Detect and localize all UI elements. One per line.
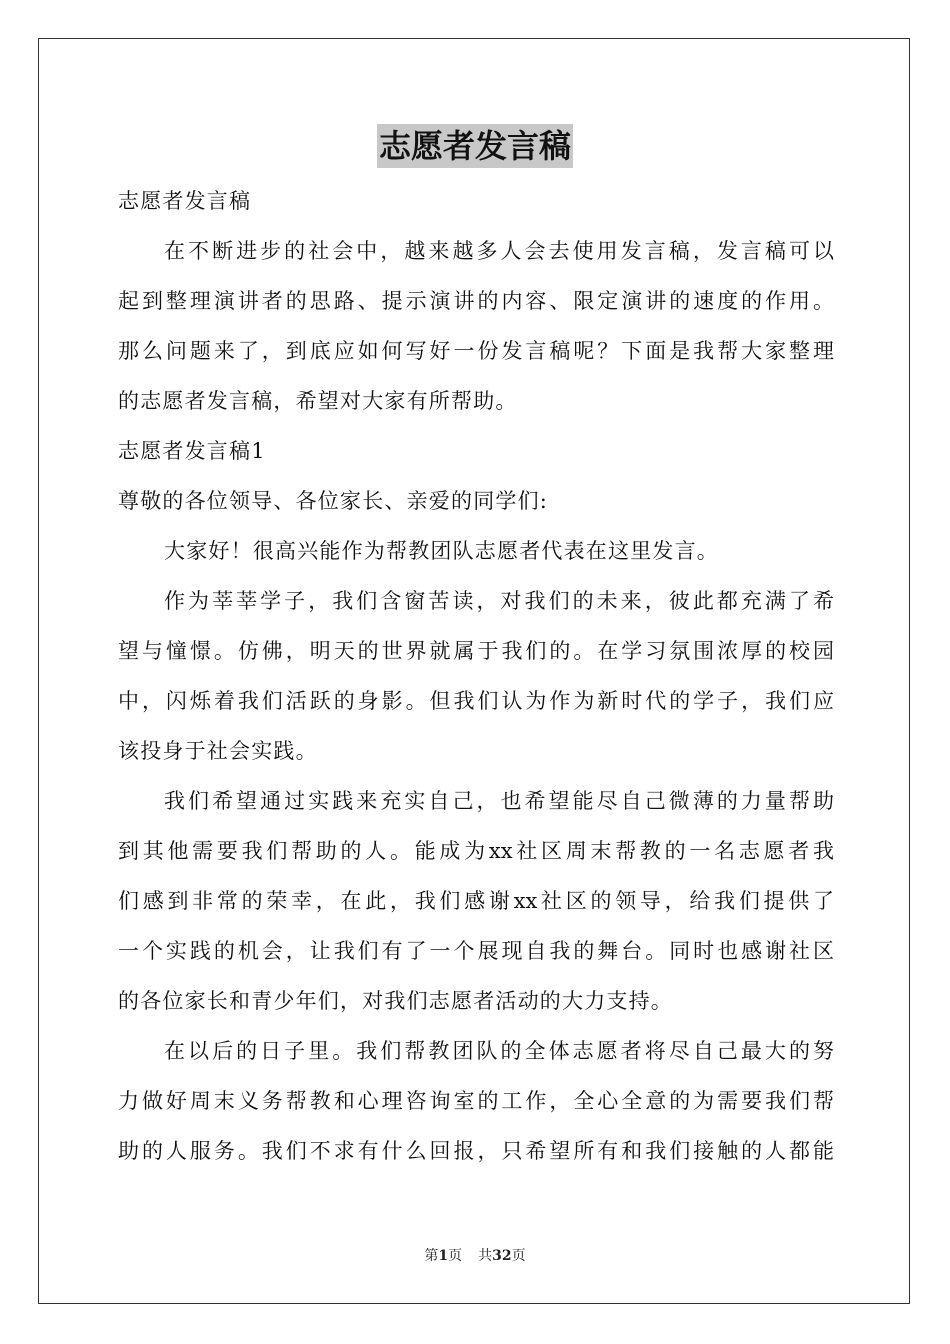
text-line: 一个实践的机会，让我们有了一个展现自我的舞台。同时也感谢社区 [118, 939, 834, 963]
footer-prefix: 第 [424, 1248, 439, 1264]
footer-total-prefix: 共 [478, 1248, 493, 1264]
text-line: 中，闪烁着我们活跃的身影。但我们认为作为新时代的学子，我们应 [118, 689, 834, 713]
text-line: 的志愿者发言稿，希望对大家有所帮助。 [118, 389, 518, 413]
text-line: 起到整理演讲者的思路、提示演讲的内容、限定演讲的速度的作用。 [118, 289, 834, 313]
text-line: 我们希望通过实践来充实自己，也希望能尽自己微薄的力量帮助 [164, 789, 834, 813]
document-title: 志愿者发言稿 [377, 124, 573, 168]
page-footer [0, 1246, 950, 1266]
text-line: 助的人服务。我们不求有什么回报，只希望所有和我们接触的人都能 [118, 1139, 834, 1163]
text-line: 志愿者发言稿1 [118, 439, 266, 463]
footer-total-unit: 页 [511, 1248, 526, 1264]
text-line: 该投身于社会实践。 [118, 739, 318, 763]
text-line: 志愿者发言稿 [118, 189, 252, 213]
text-line: 在不断进步的社会中，越来越多人会去使用发言稿，发言稿可以 [164, 239, 834, 263]
text-line: 作为莘莘学子，我们含窗苦读，对我们的未来，彼此都充满了希 [164, 589, 834, 613]
text-line: 力做好周末义务帮教和心理咨询室的工作，全心全意的为需要我们帮 [118, 1089, 834, 1113]
text-line: 那么问题来了，到底应如何写好一份发言稿呢？下面是我帮大家整理 [118, 339, 834, 363]
footer-total-pages: 32 [492, 1248, 512, 1264]
text-line: 尊敬的各位领导、各位家长、亲爱的同学们: [118, 489, 549, 513]
text-line: 望与憧憬。仿佛，明天的世界就属于我们的。在学习氛围浓厚的校园 [118, 639, 834, 663]
text-line: 大家好！很高兴能作为帮教团队志愿者代表在这里发言。 [164, 539, 719, 563]
text-line: 们感到非常的荣幸，在此，我们感谢xx社区的领导，给我们提供了 [118, 889, 834, 913]
text-line: 的各位家长和青少年们，对我们志愿者活动的大力支持。 [118, 989, 673, 1013]
footer-page-unit: 页 [448, 1248, 463, 1264]
text-line: 到其他需要我们帮助的人。能成为xx社区周末帮教的一名志愿者我 [118, 839, 834, 863]
text-line: 在以后的日子里。我们帮教团队的全体志愿者将尽自己最大的努 [164, 1039, 834, 1063]
footer-current-page: 1 [438, 1248, 449, 1264]
document-body [118, 176, 834, 1176]
title-container [0, 124, 950, 168]
